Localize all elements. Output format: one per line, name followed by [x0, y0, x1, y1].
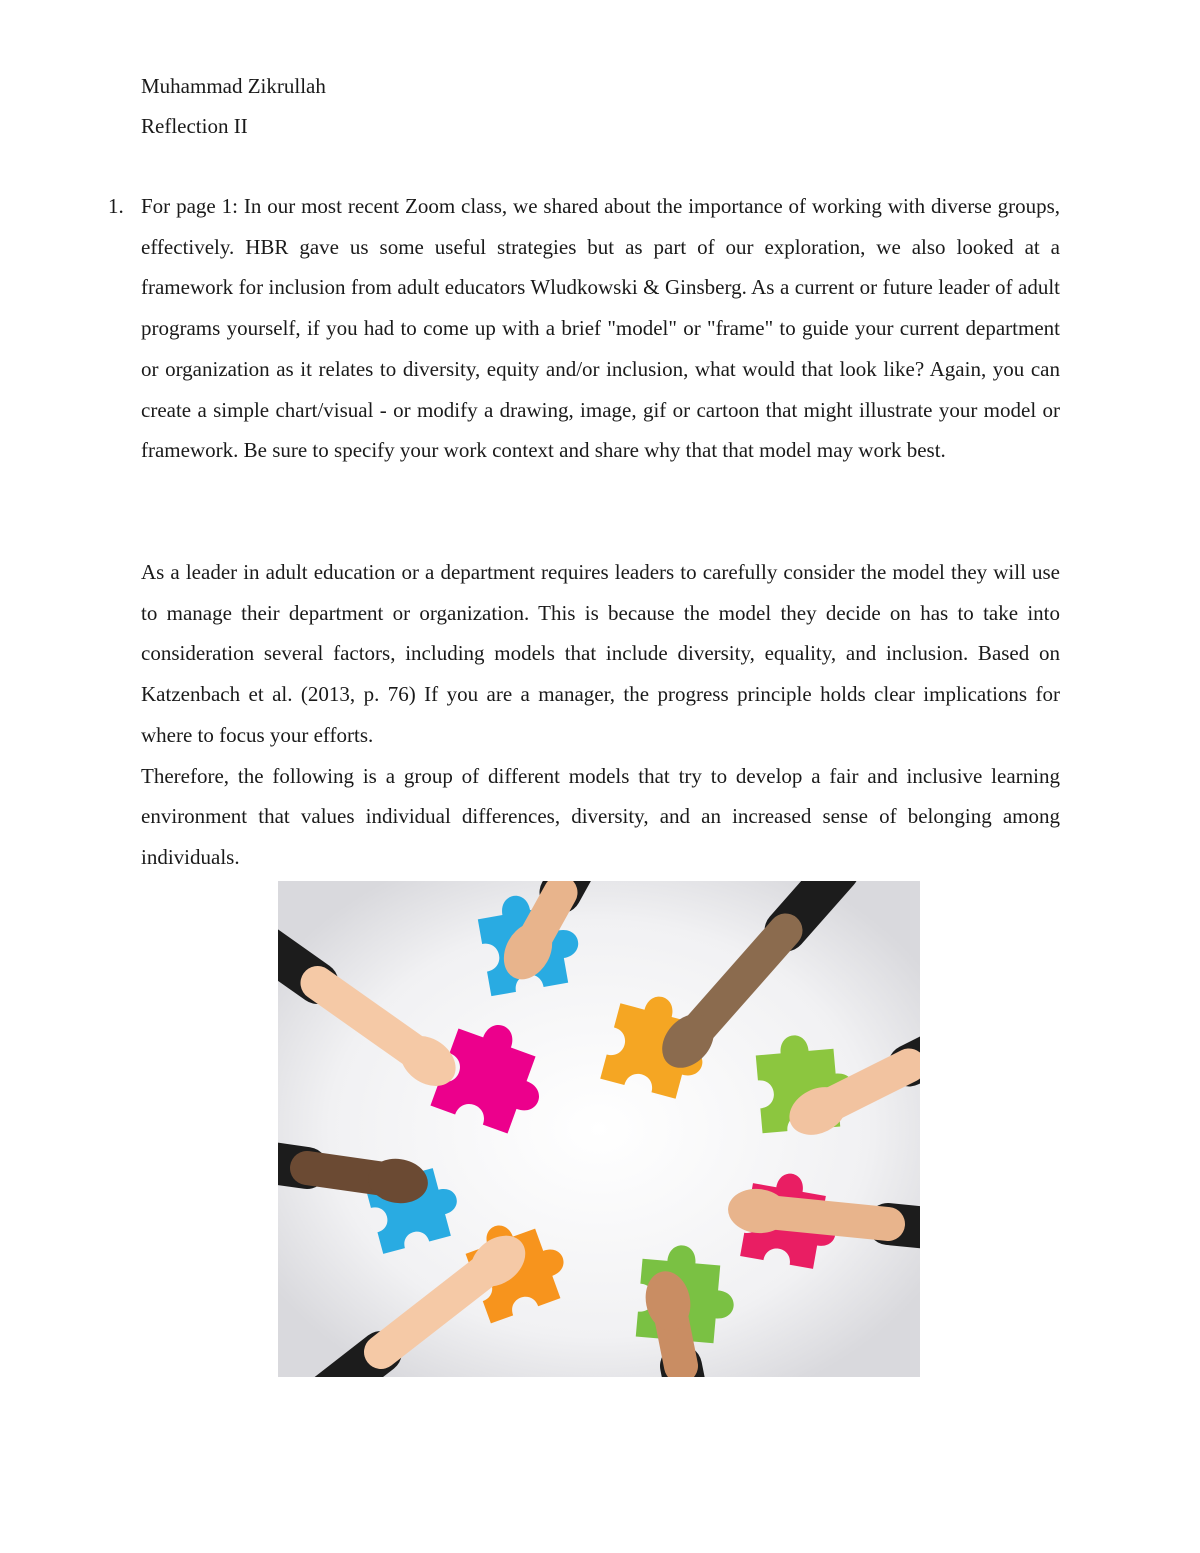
answer-body — [141, 552, 1060, 878]
answer-paragraph-2: Therefore, the following is a group of different models that try to develop a fair and inclusive learning environment that values individual differences, diversity, and an increased sense of belonging among individuals. — [141, 763, 1060, 869]
answer-paragraph-1: As a leader in adult education or a department requires leaders to carefully consider the model they will use to manage their department or organization. This is because the model they decide on has to take into consideration several factors, including models that include diversity, equality, and inclusion. Based on Katzenbach et al. (2013, p. 76) If you are a manager, the progress principle holds clear implications for where to focus your efforts. — [141, 560, 1060, 747]
puzzle-hands-illustration — [278, 881, 920, 1377]
question-item — [108, 186, 1060, 471]
document-title: Reflection II — [141, 114, 248, 138]
author-name: Muhammad Zikrullah — [141, 74, 326, 98]
question-number: 1. — [108, 194, 124, 218]
puzzle-illustration-svg — [278, 881, 920, 1377]
question-text: For page 1: In our most recent Zoom class, we shared about the importance of working with diverse groups, effectively. HBR gave us some useful strategies but as part of our exploration, we also looked at a framework for inclusion from adult educators Wludkowski & Ginsberg. As a current or future leader of adult programs yourself, if you had to come up with a brief "model" or "frame" to guide your current department or organization as it relates to diversity, equity and/or inclusion, what would that look like? Again, you can create a simple chart/visual - or modify a drawing, image, gif or cartoon that might illustrate your model or framework. Be sure to specify your work context and share why that that model may work best. — [141, 194, 1060, 463]
